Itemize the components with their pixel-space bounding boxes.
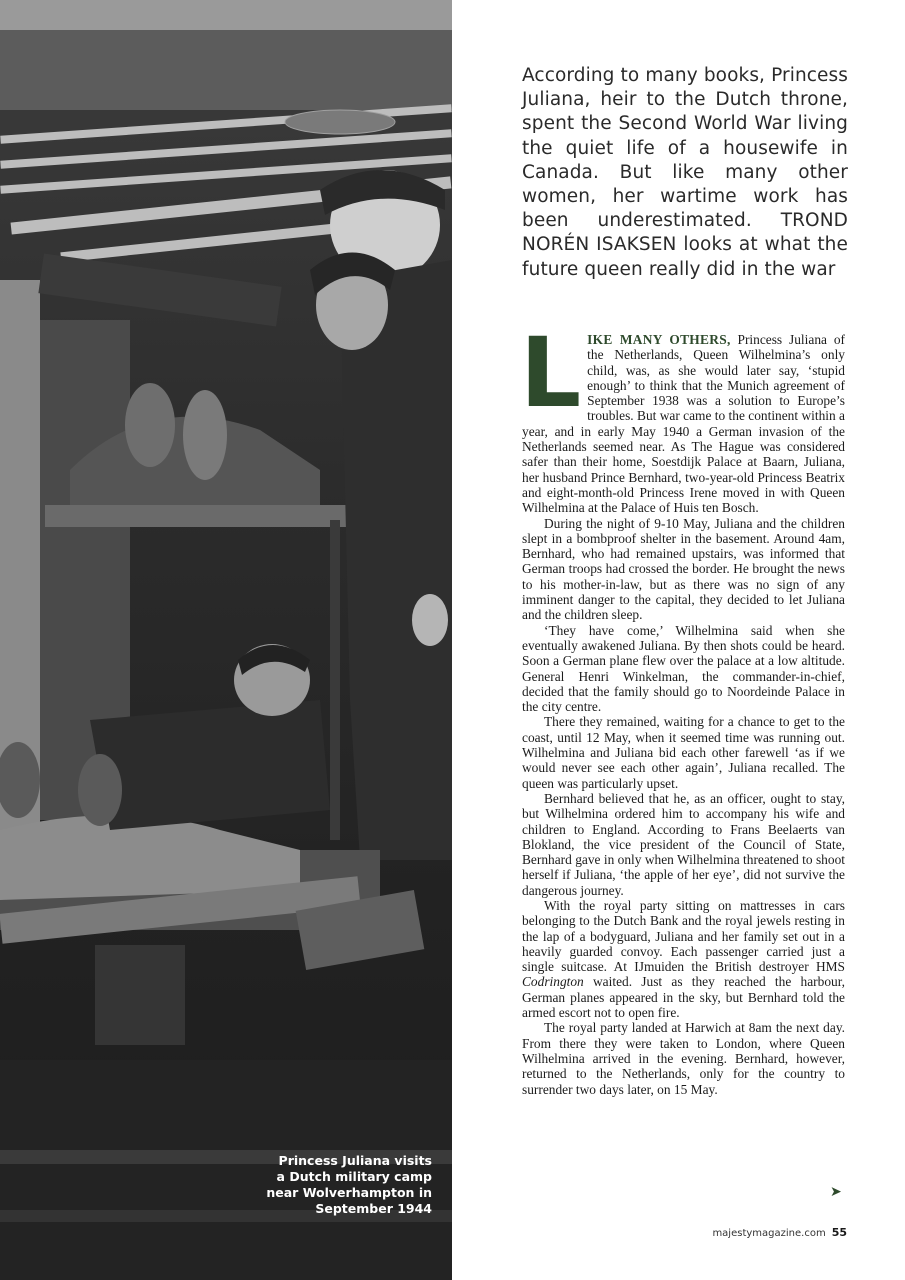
site-url: majestymagazine.com <box>712 1228 826 1239</box>
page-number: 55 <box>831 1226 847 1239</box>
paragraph: ‘They have come,’ Wilhelmina said when she eventually awakened Juliana. By then shots could be heard. Soon a German plane flew over the palace at a low altitude. General Henri Winkelman, the commander-in-chief, decided that the family should go to Noordeinde Palace in the city centre. <box>522 622 845 715</box>
drop-cap: L <box>520 317 582 429</box>
paragraph-text: waited. Just as they reached the harbour, German planes appeared in the sky, but Bernhard told the armed escort not to open fire. <box>522 974 845 1021</box>
page-footer <box>712 1226 847 1239</box>
lead-in: IKE MANY OTHERS, <box>587 332 731 347</box>
standfirst: According to many books, Princess Juliana, heir to the Dutch throne, spent the Second World War living the quiet life of a housewife in Canada. But like many other women, her wartime work has been underestimated. TROND NORÉN ISAKSEN looks at what the future queen really did in the war <box>522 65 848 280</box>
paragraph <box>522 898 845 1020</box>
caption-line: Princess Juliana visits <box>278 1153 432 1168</box>
photo-illustration <box>0 0 452 1280</box>
photo-caption <box>232 1153 432 1217</box>
paragraph: The royal party landed at Harwich at 8am the next day. From there they were taken to London, where Queen Wilhelmina arrived in the evening. Bernhard, however, returned to the Netherlands, only for the country to surrender two days later, on 15 May. <box>522 1020 845 1097</box>
continue-arrow-icon: ➤ <box>830 1185 842 1200</box>
paragraph <box>520 317 845 516</box>
paragraph: During the night of 9-10 May, Juliana and the children slept in a bombproof shelter in the basement. Around 4am, Bernhard, who had remained upstairs, was informed that German troops had crossed the border. He brought the news to his mother-in-law, but as there was no sign of any imminent danger to the capital, they decided to let Juliana and the children sleep. <box>522 515 845 623</box>
caption-line: a Dutch military camp <box>276 1169 432 1184</box>
paragraph: There they remained, waiting for a chance to get to the coast, until 12 May, when it seemed time was running out. Wilhelmina and Juliana bid each other farewell ‘as if we would never see each other again’, Juliana recalled. The queen was particularly upset. <box>522 714 845 791</box>
article-body <box>520 317 845 1097</box>
paragraph: Bernhard believed that he, as an officer, ought to stay, but Wilhelmina ordered him to accompany his wife and children to England. According to Frans Beelaerts van Blokland, the vice president of the Council of State, Bernhard gave in only when Wilhelmina threatened to shoot herself if Juliana, ‘the apple of her eye’, did not survive the dangerous journey. <box>522 790 845 898</box>
caption-line: September 1944 <box>315 1201 432 1216</box>
paragraph-text: Princess Juliana of the Netherlands, Queen Wilhelmina’s only child, was, as she would later say, ‘stupid enough’ to think that the Munich agreement of September 1938 was a solution to Europe’s troubles. But war came to the continent within a year, and in early May 1940 a German invasion of the Netherlands seemed near. As The Hague was considered safer than their home, Soestdijk Palace at Baarn, Juliana, her husband Prince Bernhard, two-year-old Princess Beatrix and eight-month-old Princess Irene moved in with Queen Wilhelmina at the Palace of Huis ten Bosch. <box>522 332 845 516</box>
caption-line: near Wolverhampton in <box>266 1185 432 1200</box>
ship-name: Codrington <box>522 974 584 990</box>
article-photo <box>0 0 452 1280</box>
paragraph-text: With the royal party sitting on mattresses in cars belonging to the Dutch Bank and the royal jewels resting in the lap of a bodyguard, Juliana and her family set out in a heavily guarded convoy. Each passenger carried just a single suitcase. At IJmuiden the British destroyer HMS <box>522 897 845 975</box>
